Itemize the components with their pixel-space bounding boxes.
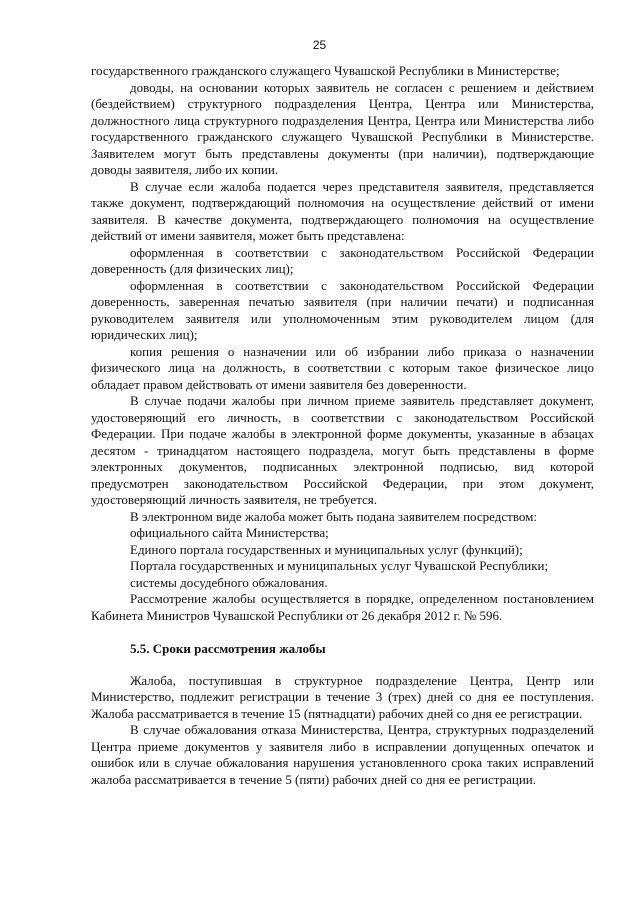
- list-item: оформленная в соответствии с законодательством Российской Федерации доверенность (для физических лиц);: [91, 244, 594, 276]
- list-item: оформленная в соответствии с законодательством Российской Федерации доверенность, заверенная печатью заявителя (при наличии печати) и подписанная руководителем заявителя или уполномоченным этим руководителем лицом (для юридических лиц);: [91, 277, 594, 342]
- paragraph: В случае обжалования отказа Министерства, Центра, структурных подразделений Центра приеме документов у заявителя либо в исправлении допущенных опечаток и ошибок или в случае обжалования нарушения установленного срока таких исправлений жалоба рассматривается в течение 5 (пяти) рабочих дней со дня ее регистрации.: [91, 722, 594, 787]
- list-item: Единого портала государственных и муниципальных услуг (функций);: [130, 541, 523, 557]
- list-item: официального сайта Министерства;: [130, 525, 329, 540]
- paragraph: В случае если жалоба подается через представителя заявителя, представляется также документ, подтверждающий полномочия на осуществление действий от имени заявителя. В качестве документа, подтверждающего полномочия на осуществление действий от имени заявителя, может быть представлена:: [91, 178, 594, 243]
- section-heading: 5.5. Сроки рассмотрения жалобы: [130, 641, 326, 656]
- list-item: системы досудебного обжалования.: [130, 574, 328, 590]
- paragraph: Рассмотрение жалобы осуществляется в порядке, определенном постановлением Кабинета Министров Чувашской Республики от 26 декабря 2012 г. № 596.: [91, 591, 594, 623]
- list-item: копия решения о назначении или об избрании либо приказа о назначении физического лица на должность, в соответствии с которым такое физическое лицо обладает правом действовать от имени заявителя без доверенности.: [91, 343, 594, 392]
- paragraph: Жалоба, поступившая в структурное подразделение Центра, Центр или Министерство, подлежит регистрации в течение 3 (трех) дней со дня ее поступления. Жалоба рассматривается в течение 15 (пятнадцати) рабочих дней со дня ее регистрации.: [91, 672, 594, 721]
- list-item: Портала государственных и муниципальных услуг Чувашской Республики;: [130, 558, 549, 573]
- paragraph: В электронном виде жалоба может быть подана заявителем посредством:: [130, 508, 537, 524]
- paragraph: доводы, на основании которых заявитель не согласен с решением и действием (бездействием) структурного подразделения Центра, Центра или Министерства, должностного лица структурного подразделения Центра, Центра или Министерства либо государственного гражданского служащего Чувашской Республики в Министерстве. Заявителем могут быть представлены документы (при наличии), подтверждающие доводы заявителя, либо их копии.: [91, 79, 594, 177]
- paragraph: государственного гражданского служащего Чувашской Республики в Министерстве;: [91, 63, 560, 78]
- paragraph: В случае подачи жалобы при личном приеме заявитель представляет документ, удостоверяющий его личность, в соответствии с законодательством Российской Федерации. При подаче жалобы в электронной форме документы, указанные в абзацах десятом - тринадцатом настоящего подраздела, могут быть представлены в форме электронных документов, подписанных электронной подписью, вид которой предусмотрен законодательством Российской Федерации, при этом документ, удостоверяющий личность заявителя, не требуется.: [91, 393, 594, 507]
- page-number: 25: [312, 38, 327, 52]
- document-body: [91, 63, 594, 788]
